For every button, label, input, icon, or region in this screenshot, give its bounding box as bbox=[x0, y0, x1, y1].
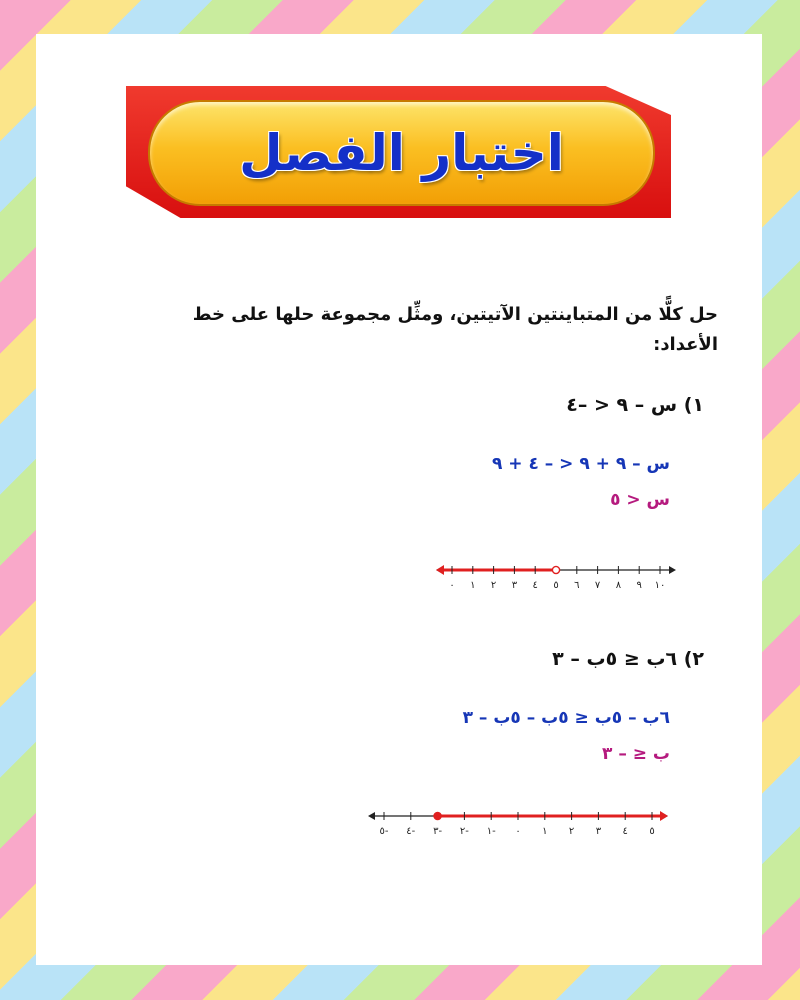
tick-label: ٣ bbox=[595, 826, 602, 837]
tick-label: ٠ bbox=[449, 580, 455, 591]
problem-1-step-2: س < ٥ bbox=[610, 490, 670, 510]
tick-label: ٦ bbox=[574, 580, 580, 591]
tick-label: ٢ bbox=[568, 826, 575, 837]
tick-label: ١ bbox=[470, 580, 476, 591]
tick-label: ٩ bbox=[636, 580, 642, 591]
tick-label: ٥ bbox=[553, 580, 559, 591]
tick-label: ٣ bbox=[511, 580, 518, 591]
problem-2-step-2: ب ≤ – ٣ bbox=[602, 744, 670, 764]
closed-endpoint bbox=[434, 812, 442, 820]
problem-1-number-line bbox=[436, 558, 676, 596]
problem-1-statement: ١) س – ٩ < –٤ bbox=[566, 394, 704, 416]
problem-2-statement: ٢) ٦ب ≤ ٥ب – ٣ bbox=[552, 648, 704, 670]
tick-label: ١ bbox=[542, 826, 548, 837]
tick-label: ٤- bbox=[406, 826, 416, 837]
tick-label: ٨ bbox=[615, 580, 622, 591]
open-endpoint bbox=[552, 566, 559, 573]
tick-label: ٢ bbox=[490, 580, 497, 591]
title-banner bbox=[126, 86, 671, 218]
tick-label: ٥- bbox=[379, 826, 389, 837]
tick-label: ١٠ bbox=[654, 580, 666, 591]
arrow-right-icon bbox=[669, 566, 676, 574]
solution-arrow-icon bbox=[660, 811, 668, 821]
problem-2-step-1: ٦ب – ٥ب ≤ ٥ب – ٥ب – ٣ bbox=[462, 708, 670, 728]
tick-label: ٧ bbox=[594, 580, 601, 591]
tick-label: ٥ bbox=[649, 826, 655, 837]
tick-label: ١- bbox=[486, 826, 496, 837]
tick-label: ٤ bbox=[532, 580, 538, 591]
tick-label: ٤ bbox=[622, 826, 628, 837]
problem-2-number-line bbox=[368, 804, 668, 842]
tick-label: ٢- bbox=[459, 826, 469, 837]
instructions-text: حل كلًّا من المتباينتين الآتيتين، ومثِّل مجموعة حلها على خط الأعداد: bbox=[192, 304, 718, 355]
solution-arrow-icon bbox=[436, 565, 444, 575]
banner-yellow-pill bbox=[148, 100, 655, 206]
problem-1-step-1: س – ٩ + ٩ < – ٤ + ٩ bbox=[491, 454, 670, 474]
tick-label: ٠ bbox=[515, 826, 521, 837]
tick-label: ٣- bbox=[433, 826, 443, 837]
page-title: اختبار الفصل bbox=[239, 124, 564, 182]
arrow-left-icon bbox=[368, 812, 375, 820]
worksheet-page bbox=[36, 34, 762, 965]
